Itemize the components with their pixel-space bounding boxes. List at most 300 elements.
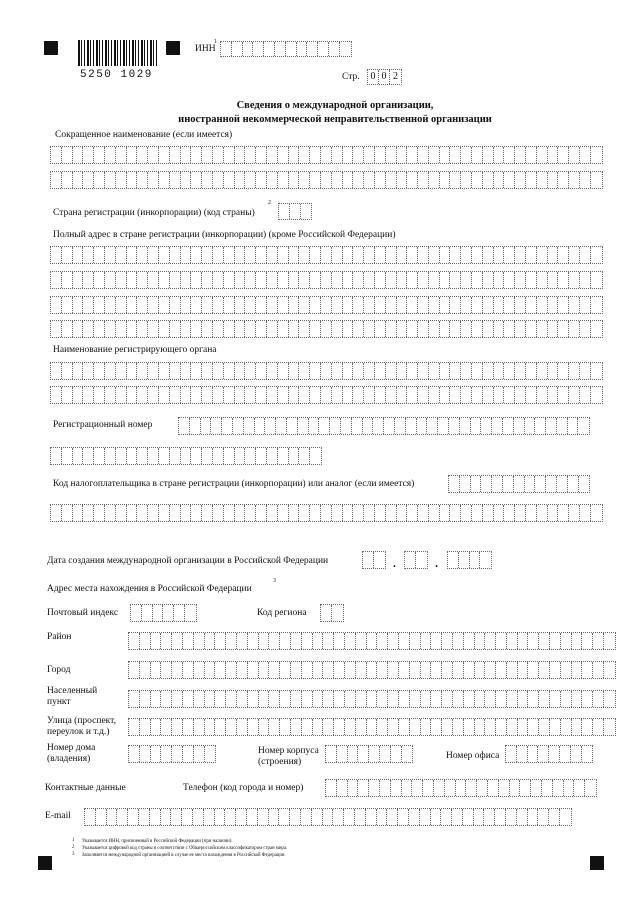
comb-cell[interactable]: [224, 272, 235, 288]
comb-cell[interactable]: [62, 505, 73, 521]
comb-cell[interactable]: [213, 247, 224, 263]
comb-cell[interactable]: [507, 691, 518, 707]
comb-cell[interactable]: [591, 387, 602, 403]
comb-cell[interactable]: [356, 633, 367, 649]
comb-cell[interactable]: [537, 321, 548, 337]
comb-cell[interactable]: [483, 387, 494, 403]
comb-cell[interactable]: [369, 746, 380, 762]
comb-cell[interactable]: [569, 272, 580, 288]
comb-cell[interactable]: [580, 321, 591, 337]
comb-cell[interactable]: [569, 247, 580, 263]
comb-cell[interactable]: [472, 297, 483, 313]
comb-cell[interactable]: [386, 297, 397, 313]
comb-cell[interactable]: [267, 247, 278, 263]
comb-cell[interactable]: [506, 809, 517, 825]
comb-cell[interactable]: [453, 691, 464, 707]
comb-cell[interactable]: [353, 297, 364, 313]
comb-cell[interactable]: [418, 247, 429, 263]
comb-cell[interactable]: [83, 448, 94, 464]
comb-cell[interactable]: [321, 272, 332, 288]
comb-cell[interactable]: [440, 387, 451, 403]
comb-cell[interactable]: [245, 363, 256, 379]
comb-cell[interactable]: [73, 448, 84, 464]
comb-cell[interactable]: [449, 476, 460, 492]
comb-cell[interactable]: [343, 247, 354, 263]
comb-cell[interactable]: [429, 321, 440, 337]
comb-cell[interactable]: [181, 147, 192, 163]
comb-cell[interactable]: [515, 247, 526, 263]
comb-cell[interactable]: [267, 363, 278, 379]
comb-cell[interactable]: [407, 297, 418, 313]
comb-cell[interactable]: [343, 387, 354, 403]
comb-cell[interactable]: [528, 691, 539, 707]
comb-cell[interactable]: [267, 147, 278, 163]
comb-cell[interactable]: [116, 272, 127, 288]
comb-cell[interactable]: [73, 272, 84, 288]
comb-cell[interactable]: [170, 363, 181, 379]
comb-cell[interactable]: [568, 418, 579, 434]
comb-cell[interactable]: [580, 272, 591, 288]
comb-cell[interactable]: [483, 297, 494, 313]
comb-cell[interactable]: [213, 172, 224, 188]
comb-cell[interactable]: [409, 809, 420, 825]
comb-cell[interactable]: [405, 552, 416, 568]
comb-cell[interactable]: [237, 662, 248, 678]
comb-cell[interactable]: [483, 363, 494, 379]
comb-cell[interactable]: [537, 272, 548, 288]
comb-cell[interactable]: [226, 662, 237, 678]
comb-cell[interactable]: [537, 147, 548, 163]
comb-cell[interactable]: [291, 691, 302, 707]
comb-cell[interactable]: [580, 505, 591, 521]
comb-cell[interactable]: [117, 809, 128, 825]
comb-cell[interactable]: [321, 605, 332, 621]
comb-cell[interactable]: [137, 505, 148, 521]
comb-cell[interactable]: [215, 809, 226, 825]
comb-cell[interactable]: [550, 719, 561, 735]
comb-cell[interactable]: [591, 363, 602, 379]
comb-cell[interactable]: [572, 691, 583, 707]
comb-cell[interactable]: [174, 605, 185, 621]
comb-cell[interactable]: [307, 42, 318, 56]
comb-cell[interactable]: [278, 448, 289, 464]
comb-cell[interactable]: [452, 809, 463, 825]
comb-cell[interactable]: [510, 780, 521, 796]
comb-cell[interactable]: [504, 247, 515, 263]
comb-cell[interactable]: [483, 147, 494, 163]
comb-cell[interactable]: [255, 418, 266, 434]
comb-cell[interactable]: [353, 321, 364, 337]
comb-cell[interactable]: [564, 780, 575, 796]
comb-cell[interactable]: [51, 505, 62, 521]
comb-cell[interactable]: [499, 780, 510, 796]
comb-cell[interactable]: [235, 272, 246, 288]
comb-cell[interactable]: [472, 321, 483, 337]
comb-cell[interactable]: [410, 719, 421, 735]
comb-cell[interactable]: [194, 746, 205, 762]
comb-cell[interactable]: [94, 247, 105, 263]
comb-cell[interactable]: [548, 247, 559, 263]
comb-cell[interactable]: [289, 387, 300, 403]
comb-cell[interactable]: [481, 418, 492, 434]
comb-cell[interactable]: [171, 809, 182, 825]
comb-cell[interactable]: [191, 321, 202, 337]
comb-cell[interactable]: [170, 448, 181, 464]
comb-cell[interactable]: [591, 297, 602, 313]
comb-cell[interactable]: [225, 809, 236, 825]
postal-field[interactable]: [130, 604, 197, 622]
comb-cell[interactable]: [440, 272, 451, 288]
comb-cell[interactable]: [484, 809, 495, 825]
comb-cell[interactable]: [73, 387, 84, 403]
comb-cell[interactable]: [323, 719, 334, 735]
comb-cell[interactable]: [202, 147, 213, 163]
comb-cell[interactable]: [182, 809, 193, 825]
comb-cell[interactable]: [302, 691, 313, 707]
comb-cell[interactable]: [593, 719, 604, 735]
comb-cell[interactable]: [233, 418, 244, 434]
comb-cell[interactable]: [483, 247, 494, 263]
comb-cell[interactable]: [107, 809, 118, 825]
comb-cell[interactable]: [202, 272, 213, 288]
comb-cell[interactable]: [343, 297, 354, 313]
comb-cell[interactable]: [256, 448, 267, 464]
comb-cell[interactable]: [441, 809, 452, 825]
comb-cell[interactable]: [558, 147, 569, 163]
comb-cell[interactable]: [183, 633, 194, 649]
comb-cell[interactable]: [421, 719, 432, 735]
comb-cell[interactable]: [96, 809, 107, 825]
comb-cell[interactable]: [191, 172, 202, 188]
comb-cell[interactable]: [407, 247, 418, 263]
comb-cell[interactable]: [367, 633, 378, 649]
comb-cell[interactable]: [558, 172, 569, 188]
comb-cell[interactable]: [410, 633, 421, 649]
comb-cell[interactable]: [518, 691, 529, 707]
comb-cell[interactable]: [364, 321, 375, 337]
comb-cell[interactable]: [105, 363, 116, 379]
comb-cell[interactable]: [495, 809, 506, 825]
comb-cell[interactable]: [94, 448, 105, 464]
comb-cell[interactable]: [332, 321, 343, 337]
comb-cell[interactable]: [526, 247, 537, 263]
comb-cell[interactable]: [546, 418, 557, 434]
comb-cell[interactable]: [475, 662, 486, 678]
comb-cell[interactable]: [161, 746, 172, 762]
comb-cell[interactable]: [485, 691, 496, 707]
inn-field[interactable]: [220, 41, 352, 57]
comb-cell[interactable]: [127, 448, 138, 464]
comb-cell[interactable]: [148, 247, 159, 263]
comb-cell[interactable]: [73, 147, 84, 163]
comb-cell[interactable]: [334, 691, 345, 707]
comb-cell[interactable]: [224, 147, 235, 163]
comb-cell[interactable]: [537, 505, 548, 521]
comb-cell[interactable]: [51, 147, 62, 163]
comb-cell[interactable]: [224, 247, 235, 263]
comb-cell[interactable]: [289, 272, 300, 288]
comb-cell[interactable]: [299, 147, 310, 163]
comb-cell[interactable]: [406, 418, 417, 434]
comb-cell[interactable]: [172, 633, 183, 649]
comb-cell[interactable]: [572, 662, 583, 678]
comb-cell[interactable]: [399, 633, 410, 649]
comb-cell[interactable]: [62, 247, 73, 263]
comb-cell[interactable]: [191, 272, 202, 288]
comb-cell[interactable]: [224, 387, 235, 403]
comb-cell[interactable]: [442, 691, 453, 707]
comb-cell[interactable]: [537, 387, 548, 403]
comb-cell[interactable]: [62, 387, 73, 403]
comb-cell[interactable]: [204, 809, 215, 825]
comb-cell[interactable]: [518, 633, 529, 649]
comb-cell[interactable]: [129, 662, 140, 678]
comb-cell[interactable]: [332, 605, 343, 621]
comb-cell[interactable]: [561, 662, 572, 678]
comb-cell[interactable]: [461, 147, 472, 163]
comb-cell[interactable]: [269, 719, 280, 735]
comb-cell[interactable]: [337, 746, 348, 762]
comb-cell[interactable]: [334, 662, 345, 678]
comb-cell[interactable]: [528, 809, 539, 825]
comb-cell[interactable]: [137, 147, 148, 163]
comb-cell[interactable]: [269, 691, 280, 707]
comb-cell[interactable]: [232, 42, 243, 56]
comb-cell[interactable]: [159, 272, 170, 288]
comb-cell[interactable]: [332, 297, 343, 313]
comb-cell[interactable]: [264, 42, 275, 56]
comb-cell[interactable]: [485, 662, 496, 678]
comb-cell[interactable]: [517, 809, 528, 825]
comb-cell[interactable]: [183, 662, 194, 678]
comb-cell[interactable]: [181, 505, 192, 521]
comb-cell[interactable]: [51, 297, 62, 313]
comb-cell[interactable]: [172, 746, 183, 762]
comb-cell[interactable]: [364, 272, 375, 288]
comb-cell[interactable]: [528, 633, 539, 649]
comb-cell[interactable]: [364, 505, 375, 521]
comb-cell[interactable]: [345, 719, 356, 735]
comb-cell[interactable]: [137, 247, 148, 263]
comb-cell[interactable]: [580, 363, 591, 379]
comb-cell[interactable]: [301, 809, 312, 825]
comb-cell[interactable]: [248, 719, 259, 735]
comb-cell[interactable]: [185, 605, 196, 621]
comb-cell[interactable]: [159, 505, 170, 521]
comb-cell[interactable]: [127, 272, 138, 288]
comb-cell[interactable]: [291, 719, 302, 735]
comb-cell[interactable]: [526, 272, 537, 288]
comb-cell[interactable]: [159, 147, 170, 163]
comb-cell[interactable]: [181, 448, 192, 464]
comb-cell[interactable]: [397, 272, 408, 288]
comb-cell[interactable]: [105, 387, 116, 403]
taxpayer-code-field-row2[interactable]: [50, 504, 603, 522]
house-field[interactable]: [128, 745, 216, 763]
comb-cell[interactable]: [51, 387, 62, 403]
comb-cell[interactable]: [73, 247, 84, 263]
comb-cell[interactable]: [526, 297, 537, 313]
settlement-field[interactable]: [128, 690, 616, 708]
comb-cell[interactable]: [395, 418, 406, 434]
comb-cell[interactable]: [85, 809, 96, 825]
comb-cell[interactable]: [289, 448, 300, 464]
comb-cell[interactable]: [461, 272, 472, 288]
comb-cell[interactable]: [302, 633, 313, 649]
comb-cell[interactable]: [321, 387, 332, 403]
comb-cell[interactable]: [496, 633, 507, 649]
comb-cell[interactable]: [494, 363, 505, 379]
comb-cell[interactable]: [353, 363, 364, 379]
comb-cell[interactable]: [148, 505, 159, 521]
comb-cell[interactable]: [259, 719, 270, 735]
comb-cell[interactable]: [542, 780, 553, 796]
comb-cell[interactable]: [310, 448, 321, 464]
comb-cell[interactable]: [297, 42, 308, 56]
comb-cell[interactable]: [477, 780, 488, 796]
comb-cell[interactable]: [127, 321, 138, 337]
comb-cell[interactable]: [572, 719, 583, 735]
comb-cell[interactable]: [407, 272, 418, 288]
region-field[interactable]: [320, 604, 344, 622]
comb-cell[interactable]: [321, 297, 332, 313]
comb-cell[interactable]: [276, 418, 287, 434]
comb-cell[interactable]: [472, 363, 483, 379]
comb-cell[interactable]: [278, 247, 289, 263]
comb-cell[interactable]: [386, 387, 397, 403]
comb-cell[interactable]: [116, 172, 127, 188]
comb-cell[interactable]: [366, 809, 377, 825]
comb-cell[interactable]: [105, 147, 116, 163]
comb-cell[interactable]: [267, 387, 278, 403]
comb-cell[interactable]: [375, 147, 386, 163]
comb-cell[interactable]: [148, 272, 159, 288]
comb-cell[interactable]: [591, 247, 602, 263]
comb-cell[interactable]: [202, 247, 213, 263]
comb-cell[interactable]: [83, 272, 94, 288]
comb-cell[interactable]: [191, 363, 202, 379]
comb-cell[interactable]: [429, 363, 440, 379]
comb-cell[interactable]: [161, 662, 172, 678]
comb-cell[interactable]: [287, 418, 298, 434]
comb-cell[interactable]: [332, 272, 343, 288]
reg-body-field-row1[interactable]: [50, 362, 603, 380]
comb-cell[interactable]: [386, 172, 397, 188]
comb-cell[interactable]: [226, 719, 237, 735]
comb-cell[interactable]: [245, 147, 256, 163]
comb-cell[interactable]: [375, 321, 386, 337]
comb-cell[interactable]: [127, 147, 138, 163]
comb-cell[interactable]: [205, 662, 216, 678]
comb-cell[interactable]: [291, 662, 302, 678]
comb-cell[interactable]: [364, 147, 375, 163]
comb-cell[interactable]: [278, 297, 289, 313]
comb-cell[interactable]: [560, 809, 571, 825]
comb-cell[interactable]: [535, 418, 546, 434]
comb-cell[interactable]: [236, 809, 247, 825]
comb-cell[interactable]: [248, 691, 259, 707]
comb-cell[interactable]: [460, 418, 471, 434]
comb-cell[interactable]: [127, 247, 138, 263]
comb-cell[interactable]: [364, 387, 375, 403]
comb-cell[interactable]: [538, 746, 549, 762]
comb-cell[interactable]: [51, 172, 62, 188]
comb-cell[interactable]: [518, 719, 529, 735]
comb-cell[interactable]: [159, 387, 170, 403]
comb-cell[interactable]: [377, 633, 388, 649]
comb-cell[interactable]: [445, 780, 456, 796]
comb-cell[interactable]: [472, 272, 483, 288]
comb-cell[interactable]: [83, 147, 94, 163]
comb-cell[interactable]: [345, 662, 356, 678]
comb-cell[interactable]: [299, 172, 310, 188]
comb-cell[interactable]: [194, 719, 205, 735]
comb-cell[interactable]: [226, 691, 237, 707]
comb-cell[interactable]: [386, 247, 397, 263]
comb-cell[interactable]: [475, 719, 486, 735]
comb-cell[interactable]: [279, 809, 290, 825]
comb-cell[interactable]: [319, 418, 330, 434]
creation-date-month[interactable]: [404, 551, 428, 569]
comb-cell[interactable]: [289, 147, 300, 163]
comb-cell[interactable]: [464, 662, 475, 678]
comb-cell[interactable]: [235, 363, 246, 379]
comb-cell[interactable]: [494, 247, 505, 263]
comb-cell[interactable]: [310, 297, 321, 313]
comb-cell[interactable]: [291, 633, 302, 649]
comb-cell[interactable]: [275, 42, 286, 56]
comb-cell[interactable]: [580, 297, 591, 313]
comb-cell[interactable]: [343, 272, 354, 288]
comb-cell[interactable]: [172, 719, 183, 735]
comb-cell[interactable]: [397, 247, 408, 263]
comb-cell[interactable]: [515, 387, 526, 403]
comb-cell[interactable]: [388, 633, 399, 649]
comb-cell[interactable]: [407, 505, 418, 521]
comb-cell[interactable]: [537, 247, 548, 263]
comb-cell[interactable]: [235, 321, 246, 337]
comb-cell[interactable]: [183, 746, 194, 762]
comb-cell[interactable]: [191, 247, 202, 263]
comb-cell[interactable]: [190, 418, 201, 434]
comb-cell[interactable]: [485, 719, 496, 735]
comb-cell[interactable]: [504, 272, 515, 288]
comb-cell[interactable]: [353, 387, 364, 403]
comb-cell[interactable]: [256, 247, 267, 263]
comb-cell[interactable]: [105, 272, 116, 288]
full-address-field-row4[interactable]: [50, 320, 603, 338]
comb-cell[interactable]: [507, 719, 518, 735]
comb-cell[interactable]: [321, 172, 332, 188]
comb-cell[interactable]: [386, 321, 397, 337]
comb-cell[interactable]: [481, 476, 492, 492]
comb-cell[interactable]: [434, 780, 445, 796]
comb-cell[interactable]: [548, 147, 559, 163]
comb-cell[interactable]: [343, 321, 354, 337]
comb-cell[interactable]: [265, 418, 276, 434]
comb-cell[interactable]: [83, 297, 94, 313]
comb-cell[interactable]: [438, 418, 449, 434]
comb-cell[interactable]: [569, 147, 580, 163]
comb-cell[interactable]: [245, 387, 256, 403]
comb-cell[interactable]: [94, 321, 105, 337]
comb-cell[interactable]: [483, 321, 494, 337]
comb-cell[interactable]: [159, 247, 170, 263]
comb-cell[interactable]: [535, 476, 546, 492]
comb-cell[interactable]: [387, 809, 398, 825]
comb-cell[interactable]: [453, 662, 464, 678]
comb-cell[interactable]: [332, 147, 343, 163]
